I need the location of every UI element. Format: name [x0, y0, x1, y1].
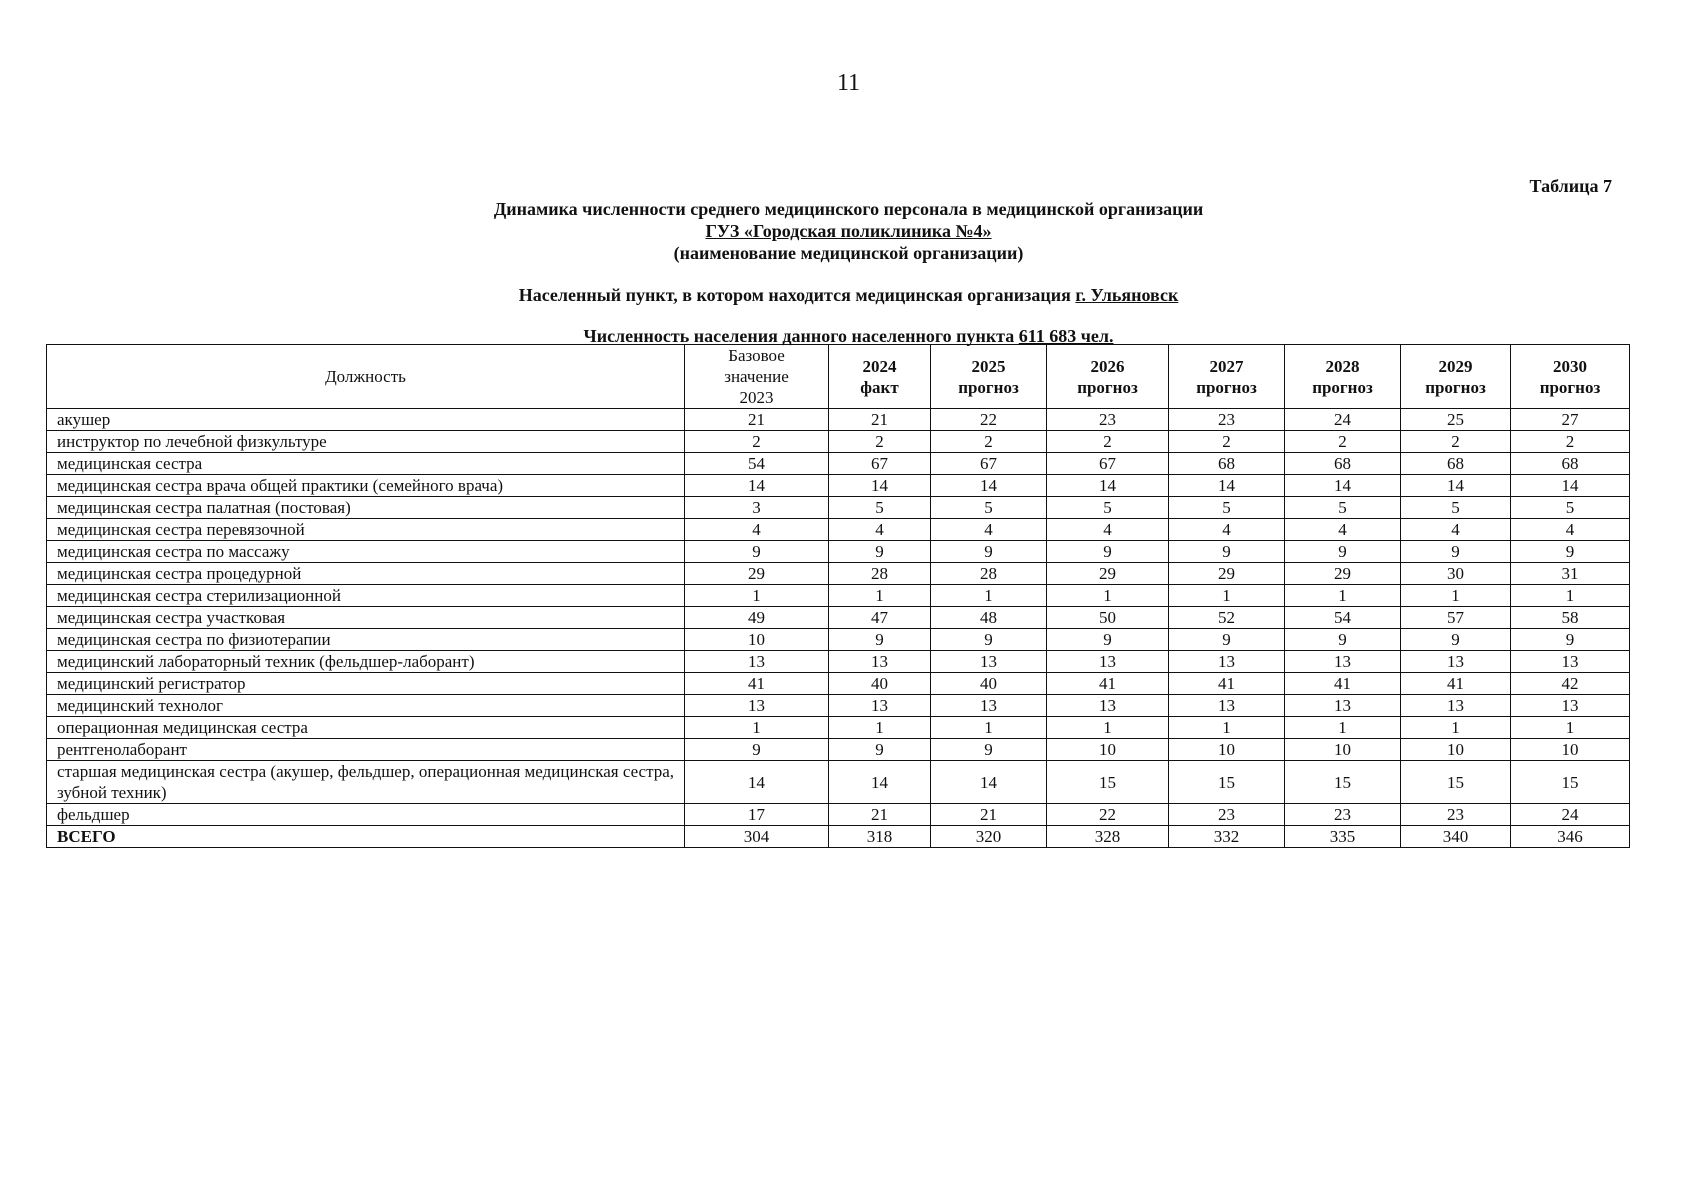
value-cell: 1	[1401, 585, 1511, 607]
table-row	[47, 431, 1630, 453]
value-cell: 21	[829, 409, 931, 431]
value-cell: 47	[829, 607, 931, 629]
table-row	[47, 739, 1630, 761]
value-cell: 67	[1047, 453, 1169, 475]
value-cell: 1	[829, 717, 931, 739]
value-cell: 9	[1511, 629, 1630, 651]
value-cell: 28	[931, 563, 1047, 585]
value-cell: 54	[685, 453, 829, 475]
year-header-2030: 2030 прогноз	[1511, 345, 1630, 409]
value-cell: 9	[1169, 541, 1285, 563]
value-cell: 4	[1511, 519, 1630, 541]
value-cell: 5	[1047, 497, 1169, 519]
total-label: ВСЕГО	[47, 826, 685, 848]
value-cell: 1	[1511, 585, 1630, 607]
value-cell: 29	[685, 563, 829, 585]
total-value-cell: 328	[1047, 826, 1169, 848]
value-cell: 41	[685, 673, 829, 695]
value-cell: 1	[1047, 585, 1169, 607]
value-cell: 13	[931, 651, 1047, 673]
value-cell: 13	[829, 651, 931, 673]
value-cell: 9	[1285, 541, 1401, 563]
value-cell: 13	[685, 695, 829, 717]
value-cell: 13	[1401, 695, 1511, 717]
value-cell: 10	[1285, 739, 1401, 761]
value-cell: 5	[1169, 497, 1285, 519]
value-cell: 13	[1285, 695, 1401, 717]
value-cell: 29	[1285, 563, 1401, 585]
value-cell: 2	[931, 431, 1047, 453]
position-cell: фельдшер	[47, 804, 685, 826]
value-cell: 10	[1047, 739, 1169, 761]
total-value-cell: 332	[1169, 826, 1285, 848]
value-cell: 15	[1047, 761, 1169, 804]
year-header-2024: 2024 факт	[829, 345, 931, 409]
position-cell: медицинский технолог	[47, 695, 685, 717]
value-cell: 68	[1169, 453, 1285, 475]
value-cell: 10	[1401, 739, 1511, 761]
page-number: 11	[836, 70, 861, 96]
value-cell: 67	[931, 453, 1047, 475]
value-cell: 5	[931, 497, 1047, 519]
value-cell: 67	[829, 453, 931, 475]
locality-prefix: Населенный пункт, в котором находится медицинская организация	[518, 285, 1071, 305]
value-cell: 21	[685, 409, 829, 431]
total-value-cell: 346	[1511, 826, 1630, 848]
table-row	[47, 629, 1630, 651]
value-cell: 21	[931, 804, 1047, 826]
total-value-cell: 304	[685, 826, 829, 848]
table-header-row	[47, 345, 1630, 409]
population-prefix: Численность населения данного населенного пункта	[583, 326, 1015, 346]
position-cell: медицинская сестра участковая	[47, 607, 685, 629]
table-row	[47, 607, 1630, 629]
year-header-2028: 2028 прогноз	[1285, 345, 1401, 409]
table-label: Таблица 7	[1529, 176, 1612, 196]
heading-organization	[0, 220, 1697, 242]
value-cell: 14	[1511, 475, 1630, 497]
value-cell: 2	[1511, 431, 1630, 453]
value-cell: 14	[829, 761, 931, 804]
value-cell: 29	[1047, 563, 1169, 585]
value-cell: 1	[1047, 717, 1169, 739]
value-cell: 5	[1285, 497, 1401, 519]
heading-locality	[0, 284, 1697, 306]
position-header: Должность	[47, 345, 685, 409]
value-cell: 13	[1047, 695, 1169, 717]
value-cell: 25	[1401, 409, 1511, 431]
table-row	[47, 804, 1630, 826]
table-row	[47, 409, 1630, 431]
value-cell: 41	[1169, 673, 1285, 695]
table-row	[47, 519, 1630, 541]
value-cell: 2	[1401, 431, 1511, 453]
value-cell: 22	[1047, 804, 1169, 826]
value-cell: 1	[1285, 585, 1401, 607]
population-value: 611 683 чел.	[1018, 326, 1114, 346]
value-cell: 13	[685, 651, 829, 673]
value-cell: 14	[1401, 475, 1511, 497]
staff-table	[46, 344, 1630, 848]
value-cell: 2	[829, 431, 931, 453]
organization-name: ГУЗ «Городская поликлиника №4»	[705, 221, 992, 241]
value-cell: 68	[1285, 453, 1401, 475]
value-cell: 13	[1047, 651, 1169, 673]
heading-title: Динамика численности среднего медицинского персонала в медицинской организации	[493, 199, 1204, 219]
position-cell: медицинская сестра	[47, 453, 685, 475]
value-cell: 1	[1169, 717, 1285, 739]
table-row	[47, 541, 1630, 563]
value-cell: 14	[685, 761, 829, 804]
value-cell: 1	[931, 585, 1047, 607]
value-cell: 9	[685, 541, 829, 563]
value-cell: 54	[1285, 607, 1401, 629]
value-cell: 23	[1169, 804, 1285, 826]
total-value-cell: 335	[1285, 826, 1401, 848]
value-cell: 13	[829, 695, 931, 717]
value-cell: 23	[1047, 409, 1169, 431]
value-cell: 9	[1401, 629, 1511, 651]
value-cell: 24	[1511, 804, 1630, 826]
value-cell: 40	[829, 673, 931, 695]
value-cell: 9	[685, 739, 829, 761]
table-row	[47, 717, 1630, 739]
value-cell: 42	[1511, 673, 1630, 695]
value-cell: 1	[685, 585, 829, 607]
value-cell: 31	[1511, 563, 1630, 585]
value-cell: 4	[1169, 519, 1285, 541]
value-cell: 14	[931, 475, 1047, 497]
value-cell: 14	[1169, 475, 1285, 497]
value-cell: 4	[1047, 519, 1169, 541]
value-cell: 9	[1401, 541, 1511, 563]
value-cell: 68	[1401, 453, 1511, 475]
position-cell: медицинский регистратор	[47, 673, 685, 695]
value-cell: 13	[1401, 651, 1511, 673]
value-cell: 22	[931, 409, 1047, 431]
value-cell: 9	[829, 629, 931, 651]
value-cell: 9	[1047, 541, 1169, 563]
value-cell: 41	[1285, 673, 1401, 695]
value-cell: 1	[685, 717, 829, 739]
value-cell: 4	[829, 519, 931, 541]
position-cell: медицинская сестра по массажу	[47, 541, 685, 563]
base-year-header: Базовое значение 2023	[685, 345, 829, 409]
value-cell: 23	[1285, 804, 1401, 826]
value-cell: 14	[931, 761, 1047, 804]
value-cell: 9	[1511, 541, 1630, 563]
value-cell: 10	[1511, 739, 1630, 761]
value-cell: 5	[1511, 497, 1630, 519]
value-cell: 9	[829, 541, 931, 563]
total-row	[47, 826, 1630, 848]
value-cell: 2	[1285, 431, 1401, 453]
position-cell: акушер	[47, 409, 685, 431]
value-cell: 41	[1401, 673, 1511, 695]
value-cell: 1	[1169, 585, 1285, 607]
position-cell: старшая медицинская сестра (акушер, фельдшер, операционная медицинская сестра, зубной техник)	[47, 761, 685, 804]
organization-caption: (наименование медицинской организации)	[673, 243, 1024, 263]
value-cell: 14	[1047, 475, 1169, 497]
year-header-2027: 2027 прогноз	[1169, 345, 1285, 409]
value-cell: 15	[1285, 761, 1401, 804]
position-cell: инструктор по лечебной физкультуре	[47, 431, 685, 453]
value-cell: 9	[829, 739, 931, 761]
position-cell: медицинская сестра по физиотерапии	[47, 629, 685, 651]
value-cell: 1	[829, 585, 931, 607]
value-cell: 50	[1047, 607, 1169, 629]
locality-value: г. Ульяновск	[1075, 285, 1179, 305]
value-cell: 23	[1169, 409, 1285, 431]
value-cell: 15	[1169, 761, 1285, 804]
value-cell: 9	[1285, 629, 1401, 651]
value-cell: 21	[829, 804, 931, 826]
value-cell: 4	[1285, 519, 1401, 541]
value-cell: 27	[1511, 409, 1630, 431]
value-cell: 2	[1047, 431, 1169, 453]
value-cell: 1	[931, 717, 1047, 739]
value-cell: 13	[1511, 695, 1630, 717]
value-cell: 4	[685, 519, 829, 541]
value-cell: 13	[1285, 651, 1401, 673]
position-cell: операционная медицинская сестра	[47, 717, 685, 739]
value-cell: 30	[1401, 563, 1511, 585]
value-cell: 23	[1401, 804, 1511, 826]
position-cell: медицинская сестра процедурной	[47, 563, 685, 585]
value-cell: 14	[685, 475, 829, 497]
year-header-2025: 2025 прогноз	[931, 345, 1047, 409]
value-cell: 58	[1511, 607, 1630, 629]
table-row	[47, 695, 1630, 717]
value-cell: 4	[1401, 519, 1511, 541]
year-header-2029: 2029 прогноз	[1401, 345, 1511, 409]
value-cell: 29	[1169, 563, 1285, 585]
value-cell: 28	[829, 563, 931, 585]
position-cell: медицинская сестра стерилизационной	[47, 585, 685, 607]
value-cell: 9	[931, 739, 1047, 761]
value-cell: 2	[1169, 431, 1285, 453]
value-cell: 9	[931, 541, 1047, 563]
total-value-cell: 320	[931, 826, 1047, 848]
value-cell: 9	[1047, 629, 1169, 651]
value-cell: 9	[931, 629, 1047, 651]
position-cell: медицинская сестра врача общей практики (семейного врача)	[47, 475, 685, 497]
value-cell: 5	[829, 497, 931, 519]
position-cell: рентгенолаборант	[47, 739, 685, 761]
table-row	[47, 761, 1630, 804]
value-cell: 52	[1169, 607, 1285, 629]
position-cell: медицинская сестра перевязочной	[47, 519, 685, 541]
value-cell: 1	[1401, 717, 1511, 739]
value-cell: 68	[1511, 453, 1630, 475]
value-cell: 15	[1401, 761, 1511, 804]
value-cell: 14	[1285, 475, 1401, 497]
value-cell: 49	[685, 607, 829, 629]
value-cell: 13	[1169, 695, 1285, 717]
total-value-cell: 340	[1401, 826, 1511, 848]
value-cell: 2	[685, 431, 829, 453]
table-row	[47, 563, 1630, 585]
table-row	[47, 651, 1630, 673]
value-cell: 48	[931, 607, 1047, 629]
value-cell: 10	[1169, 739, 1285, 761]
value-cell: 13	[1169, 651, 1285, 673]
value-cell: 4	[931, 519, 1047, 541]
table-row	[47, 673, 1630, 695]
value-cell: 13	[931, 695, 1047, 717]
value-cell: 17	[685, 804, 829, 826]
value-cell: 13	[1511, 651, 1630, 673]
value-cell: 10	[685, 629, 829, 651]
value-cell: 14	[829, 475, 931, 497]
table-row	[47, 475, 1630, 497]
value-cell: 1	[1511, 717, 1630, 739]
position-cell: медицинский лабораторный техник (фельдшер-лаборант)	[47, 651, 685, 673]
value-cell: 1	[1285, 717, 1401, 739]
table-row	[47, 453, 1630, 475]
value-cell: 5	[1401, 497, 1511, 519]
value-cell: 40	[931, 673, 1047, 695]
value-cell: 41	[1047, 673, 1169, 695]
value-cell: 15	[1511, 761, 1630, 804]
year-header-2026: 2026 прогноз	[1047, 345, 1169, 409]
value-cell: 57	[1401, 607, 1511, 629]
value-cell: 24	[1285, 409, 1401, 431]
total-value-cell: 318	[829, 826, 931, 848]
value-cell: 3	[685, 497, 829, 519]
position-cell: медицинская сестра палатная (постовая)	[47, 497, 685, 519]
table-row	[47, 497, 1630, 519]
table-row	[47, 585, 1630, 607]
value-cell: 9	[1169, 629, 1285, 651]
